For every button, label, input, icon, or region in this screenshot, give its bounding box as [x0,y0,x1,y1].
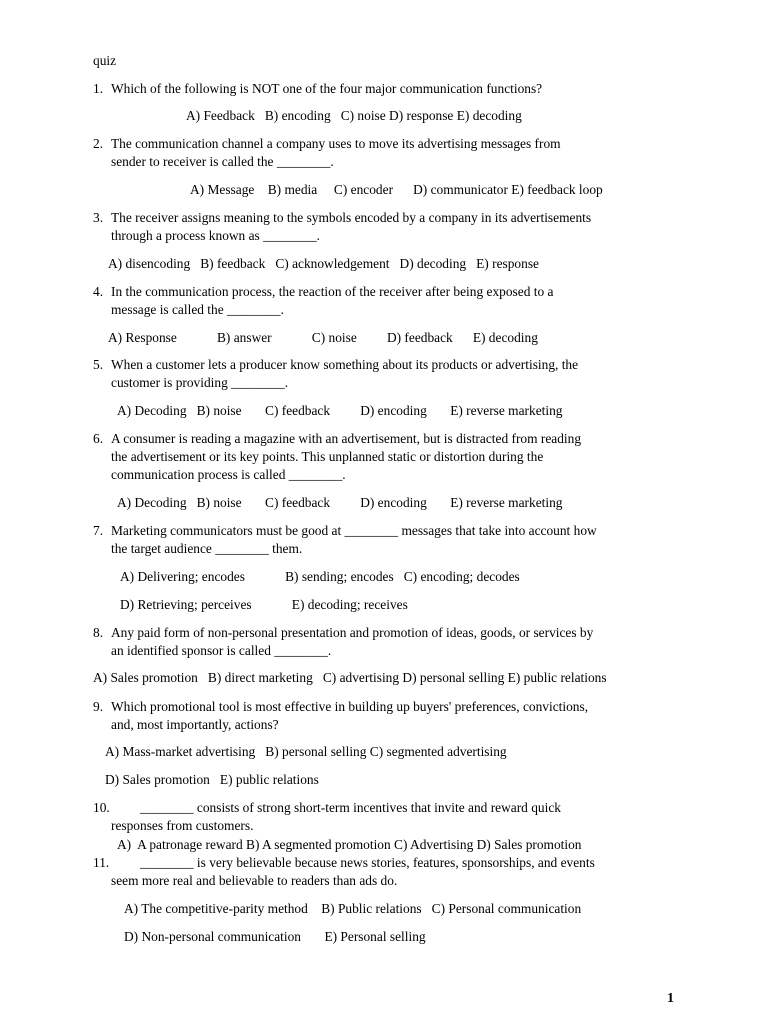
question-number: 11. [93,855,110,870]
question-2-options: A) Message B) media C) encoder D) communicator E) feedback loop [190,182,603,197]
question-number: 3. [93,210,104,225]
question-number: 7. [93,523,104,538]
question-number: 1. [93,81,104,96]
question-number: 6. [93,431,104,446]
question-text: Marketing communicators must be good at ________ messages that take into account how [111,523,597,538]
question-7-options-row-1: A) Delivering; encodes B) sending; encodes C) encoding; decodes [120,569,520,584]
question-5 [93,356,693,392]
question-number: 4. [93,284,104,299]
question-11-options-row-2: D) Non-personal communication E) Personal selling [124,929,426,944]
question-9-options-row-2: D) Sales promotion E) public relations [105,772,319,787]
question-text-cont: message is called the ________. [111,302,284,317]
page-number: 1 [667,991,674,1006]
question-number: 5. [93,357,104,372]
question-text: When a customer lets a producer know something about its products or advertising, the [111,357,579,372]
question-number: 9. [93,699,104,714]
question-text: ________ is very believable because news stories, features, sponsorships, and events [140,855,595,870]
question-text: A consumer is reading a magazine with an advertisement, but is distracted from reading [111,431,582,446]
document-title: quiz [93,53,117,68]
question-text: Which promotional tool is most effective in building up buyers' preferences, convictions, [111,699,589,714]
question-11-options-row-1: A) The competitive-parity method B) Public relations C) Personal communication [124,901,582,916]
question-text-cont: sender to receiver is called the ________. [111,154,334,169]
question-text-cont: communication process is called ________. [111,467,346,482]
question-10-options: A) A patronage reward B) A segmented promotion C) Advertising D) Sales promotion [117,837,582,852]
question-text: Which of the following is NOT one of the four major communication functions? [111,81,543,96]
question-10 [93,799,693,835]
question-text: ________ consists of strong short-term incentives that invite and reward quick [140,800,561,815]
question-7-options-row-2: D) Retrieving; perceives E) decoding; receives [120,597,408,612]
question-4 [93,283,693,319]
question-3-options: A) disencoding B) feedback C) acknowledgement D) decoding E) response [108,256,539,271]
question-number: 8. [93,625,104,640]
question-text: In the communication process, the reaction of the receiver after being exposed to a [111,284,554,299]
question-2 [93,135,693,171]
question-6-options: A) Decoding B) noise C) feedback D) encoding E) reverse marketing [117,495,563,510]
question-5-options: A) Decoding B) noise C) feedback D) encoding E) reverse marketing [117,403,563,418]
question-7 [93,522,693,558]
question-3 [93,209,693,245]
question-4-options: A) Response B) answer C) noise D) feedback E) decoding [108,330,538,345]
question-9 [93,698,693,734]
question-text-cont: the advertisement or its key points. This unplanned static or distortion during the [111,449,544,464]
question-number: 10. [93,800,110,815]
question-text-cont: an identified sponsor is called ________. [111,643,332,658]
question-text-cont: the target audience ________ them. [111,541,303,556]
question-text: The receiver assigns meaning to the symbols encoded by a company in its advertisements [111,210,592,225]
question-text-cont: responses from customers. [111,818,254,833]
question-text-cont: through a process known as ________. [111,228,321,243]
question-text-cont: customer is providing ________. [111,375,289,390]
question-8 [93,624,693,660]
question-text: The communication channel a company uses to move its advertising messages from [111,136,561,151]
question-number: 2. [93,136,104,151]
question-1 [93,80,693,98]
question-11 [93,854,693,890]
question-1-options: A) Feedback B) encoding C) noise D) response E) decoding [186,108,522,123]
question-text-cont: seem more real and believable to readers than ads do. [111,873,398,888]
question-6 [93,430,693,484]
question-9-options-row-1: A) Mass-market advertising B) personal selling C) segmented advertising [105,744,507,759]
question-text-cont: and, most importantly, actions? [111,717,279,732]
question-text: Any paid form of non-personal presentation and promotion of ideas, goods, or services by [111,625,594,640]
question-8-options: A) Sales promotion B) direct marketing C) advertising D) personal selling E) public relations [93,670,607,685]
